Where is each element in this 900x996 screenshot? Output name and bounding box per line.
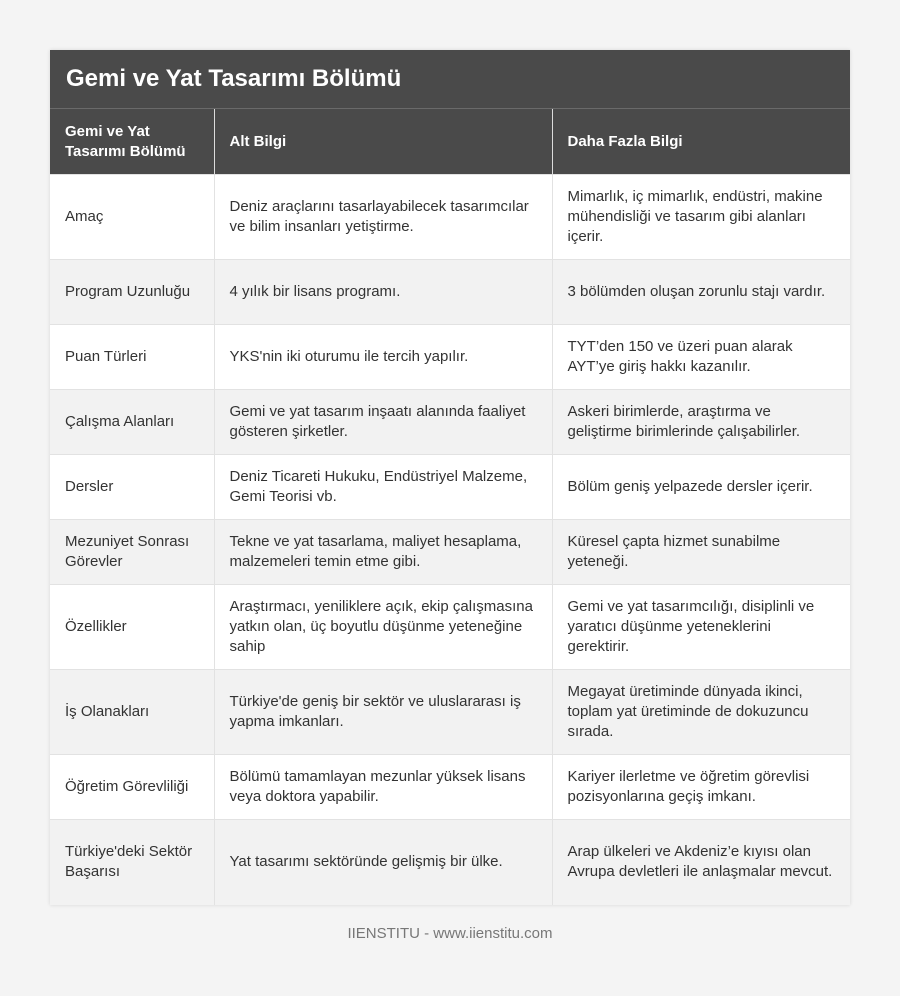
row-label-cell: Özellikler [50, 585, 214, 670]
table-title: Gemi ve Yat Tasarımı Bölümü [50, 50, 850, 109]
row-label-cell: Öğretim Görevliliği [50, 755, 214, 820]
table-row [50, 390, 850, 455]
row-label-cell: Program Uzunluğu [50, 260, 214, 325]
alt-bilgi-cell: Tekne ve yat tasarlama, maliyet hesaplama, malzemeleri temin etme gibi. [214, 520, 552, 585]
row-label-cell: Çalışma Alanları [50, 390, 214, 455]
info-table [50, 109, 850, 905]
daha-fazla-bilgi-cell: Mimarlık, iç mimarlık, endüstri, makine mühendisliği ve tasarım gibi alanları içerir. [552, 175, 850, 260]
daha-fazla-bilgi-cell: Gemi ve yat tasarımcılığı, disiplinli ve yaratıcı düşünme yeteneklerini gerektirir. [552, 585, 850, 670]
table-row [50, 585, 850, 670]
alt-bilgi-cell: Deniz araçlarını tasarlayabilecek tasarımcılar ve bilim insanları yetiştirme. [214, 175, 552, 260]
daha-fazla-bilgi-cell: Arap ülkeleri ve Akdeniz’e kıyısı olan Avrupa devletleri ile anlaşmalar mevcut. [552, 820, 850, 905]
column-header: Alt Bilgi [214, 109, 552, 175]
row-label-cell: Amaç [50, 175, 214, 260]
daha-fazla-bilgi-cell: Kariyer ilerletme ve öğretim görevlisi pozisyonlarına geçiş imkanı. [552, 755, 850, 820]
alt-bilgi-cell: Deniz Ticareti Hukuku, Endüstriyel Malzeme, Gemi Teorisi vb. [214, 455, 552, 520]
alt-bilgi-cell: Araştırmacı, yeniliklere açık, ekip çalışmasına yatkın olan, üç boyutlu düşünme yeteneğine sahip [214, 585, 552, 670]
row-label-cell: İş Olanakları [50, 670, 214, 755]
row-label-cell: Mezuniyet Sonrası Görevler [50, 520, 214, 585]
daha-fazla-bilgi-cell: TYT’den 150 ve üzeri puan alarak AYT’ye giriş hakkı kazanılır. [552, 325, 850, 390]
column-header: Daha Fazla Bilgi [552, 109, 850, 175]
daha-fazla-bilgi-cell: Megayat üretiminde dünyada ikinci, toplam yat üretiminde de dokuzuncu sırada. [552, 670, 850, 755]
table-header-row [50, 109, 850, 175]
alt-bilgi-cell: Yat tasarımı sektöründe gelişmiş bir ülke. [214, 820, 552, 905]
daha-fazla-bilgi-cell: Bölüm geniş yelpazede dersler içerir. [552, 455, 850, 520]
info-table-card [50, 50, 850, 905]
table-row [50, 820, 850, 905]
table-row [50, 175, 850, 260]
column-header: Gemi ve Yat Tasarımı Bölümü [50, 109, 214, 175]
alt-bilgi-cell: YKS'nin iki oturumu ile tercih yapılır. [214, 325, 552, 390]
alt-bilgi-cell: Gemi ve yat tasarım inşaatı alanında faaliyet gösteren şirketler. [214, 390, 552, 455]
row-label-cell: Dersler [50, 455, 214, 520]
table-row [50, 520, 850, 585]
alt-bilgi-cell: Bölümü tamamlayan mezunlar yüksek lisans veya doktora yapabilir. [214, 755, 552, 820]
daha-fazla-bilgi-cell: Askeri birimlerde, araştırma ve geliştirme birimlerinde çalışabilirler. [552, 390, 850, 455]
table-row [50, 755, 850, 820]
footer-credit: IIENSTITU - www.iienstitu.com [347, 925, 553, 942]
table-row [50, 325, 850, 390]
alt-bilgi-cell: 4 yılık bir lisans programı. [214, 260, 552, 325]
daha-fazla-bilgi-cell: Küresel çapta hizmet sunabilme yeteneği. [552, 520, 850, 585]
table-row [50, 670, 850, 755]
row-label-cell: Puan Türleri [50, 325, 214, 390]
row-label-cell: Türkiye'deki Sektör Başarısı [50, 820, 214, 905]
table-row [50, 455, 850, 520]
alt-bilgi-cell: Türkiye'de geniş bir sektör ve uluslararası iş yapma imkanları. [214, 670, 552, 755]
daha-fazla-bilgi-cell: 3 bölümden oluşan zorunlu stajı vardır. [552, 260, 850, 325]
table-row [50, 260, 850, 325]
